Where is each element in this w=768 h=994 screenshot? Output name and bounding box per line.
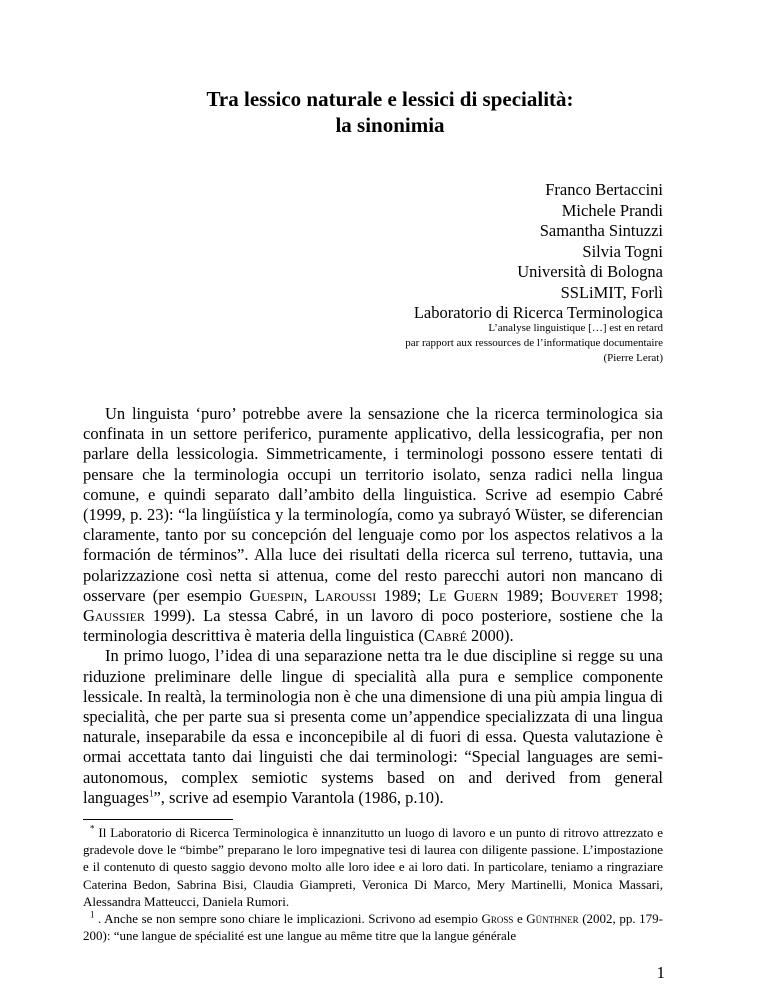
epigraph-line-1: L’analyse linguistique […] est en retard [488, 322, 663, 334]
affiliation-university: Università di Bologna [517, 262, 663, 281]
affiliation-lab: Laboratorio di Ricerca Terminologica [413, 303, 663, 322]
cited-author: Günthner [526, 911, 579, 927]
cited-author: Le Guern [428, 585, 499, 605]
footnote-marker: 1 [90, 909, 95, 920]
document-title [0, 86, 768, 138]
affiliation-school: SSLiMIT, Forlì [560, 282, 663, 302]
author-block [414, 180, 663, 324]
author-name: Silvia Togni [582, 241, 663, 261]
cited-author: Gaussier [83, 606, 145, 626]
author-name: Franco Bertaccini [545, 180, 663, 199]
footnote-marker: * [90, 823, 95, 834]
cited-author: Gross [481, 911, 514, 927]
paragraph: In primo luogo, l’idea di una separazione netta tra le due discipline si regge su una riduzione preliminare delle lingue di specialità alla pura e semplice componente lessicale. In realtà, la terminologia non è che una dimensione di una più ampia lingua di specialità, che per parte sua si presenta come un’appendice specializzata di una lingua naturale, inseparabile da essa e inconcepibile al di fuori di essa. Questa valutazione è ormai accettata tanto dai linguisti che dai terminologi: “Special languages are semi-autonomous, complex semiotic systems based on and derived from general languages$^1$”, scrive ad esempio Varantola (1986, p.10). [83, 646, 663, 807]
cited-author: Laroussi [314, 585, 377, 605]
epigraph-line-2: par rapport aux ressources de l’informatique documentaire [405, 337, 663, 349]
footnotes [83, 824, 663, 944]
epigraph-attribution: (Pierre Lerat) [603, 352, 663, 364]
author-name: Samantha Sintuzzi [539, 221, 663, 240]
body-text [83, 404, 663, 808]
paragraph: Un linguista ‘puro’ potrebbe avere la sensazione che la ricerca terminologica sia confinata in un settore periferico, puramente applicativo, della lessicografia, per non parlare della lessicologia. Simmetricamente, i terminologi possono essere tentati di pensare che la terminologia occupi un territorio isolato, senza radici nella lingua comune, e quindi separato dall’ambito della linguistica. Scrive ad esempio Cabré (1999, p. 23): “la lingüística y la terminología, como ya subrayó Wüster, se diferencian claramente, tanto por su concepción del lenguaje como por los aspectos relativos a la formación de términos”. Alla luce dei risultati della ricerca sul terreno, tuttavia, una polarizzazione così netta si attenua, come del resto parecchi autori non mancano di osservare (per esempio Guespin, Laroussi 1989; Le Guern 1989; Bouveret 1998; Gaussier 1999). La stessa Cabré, in un lavoro di poco posteriore, sostiene che la terminologia descrittiva è materia della linguistica (Cabré 2000). [83, 404, 663, 646]
page-number: 1 [656, 963, 665, 982]
author-name: Michele Prandi [561, 200, 663, 220]
epigraph [405, 321, 663, 366]
cited-author: Guespin [249, 585, 304, 605]
footnote-ref[interactable]: 1 [148, 788, 154, 799]
footnote: * Il Laboratorio di Ricerca Terminologica è innanzitutto un luogo di lavoro e un punto di ritrovo attrezzato e gradevole dove le “bimbe” preparano le loro impegnative tesi di laurea con diligente passione. L’impostazione e il contenuto di questo saggio devono molto alle loro idee e ai loro dati. In particolare, teniamo a ringraziare Caterina Bedon, Sabrina Bisi, Claudia Giampreti, Veronica Di Marco, Mery Martinelli, Monica Massari, Alessandra Matteucci, Daniela Rumori. [83, 823, 663, 909]
title-line-2: la sinonimia [335, 113, 445, 137]
footnote: $^1$ . Anche se non sempre sono chiare le implicazioni. Scrivono ad esempio Gross e Günthner (2002, pp. 179-200): “une langue de spécialité est une langue au même titre que la langue générale [83, 909, 663, 944]
title-line-1: Tra lessico naturale e lessici di specialità: [206, 87, 574, 111]
cited-author: Cabré [423, 626, 467, 646]
cited-author: Bouveret [550, 585, 618, 605]
footnote-separator [83, 819, 233, 820]
